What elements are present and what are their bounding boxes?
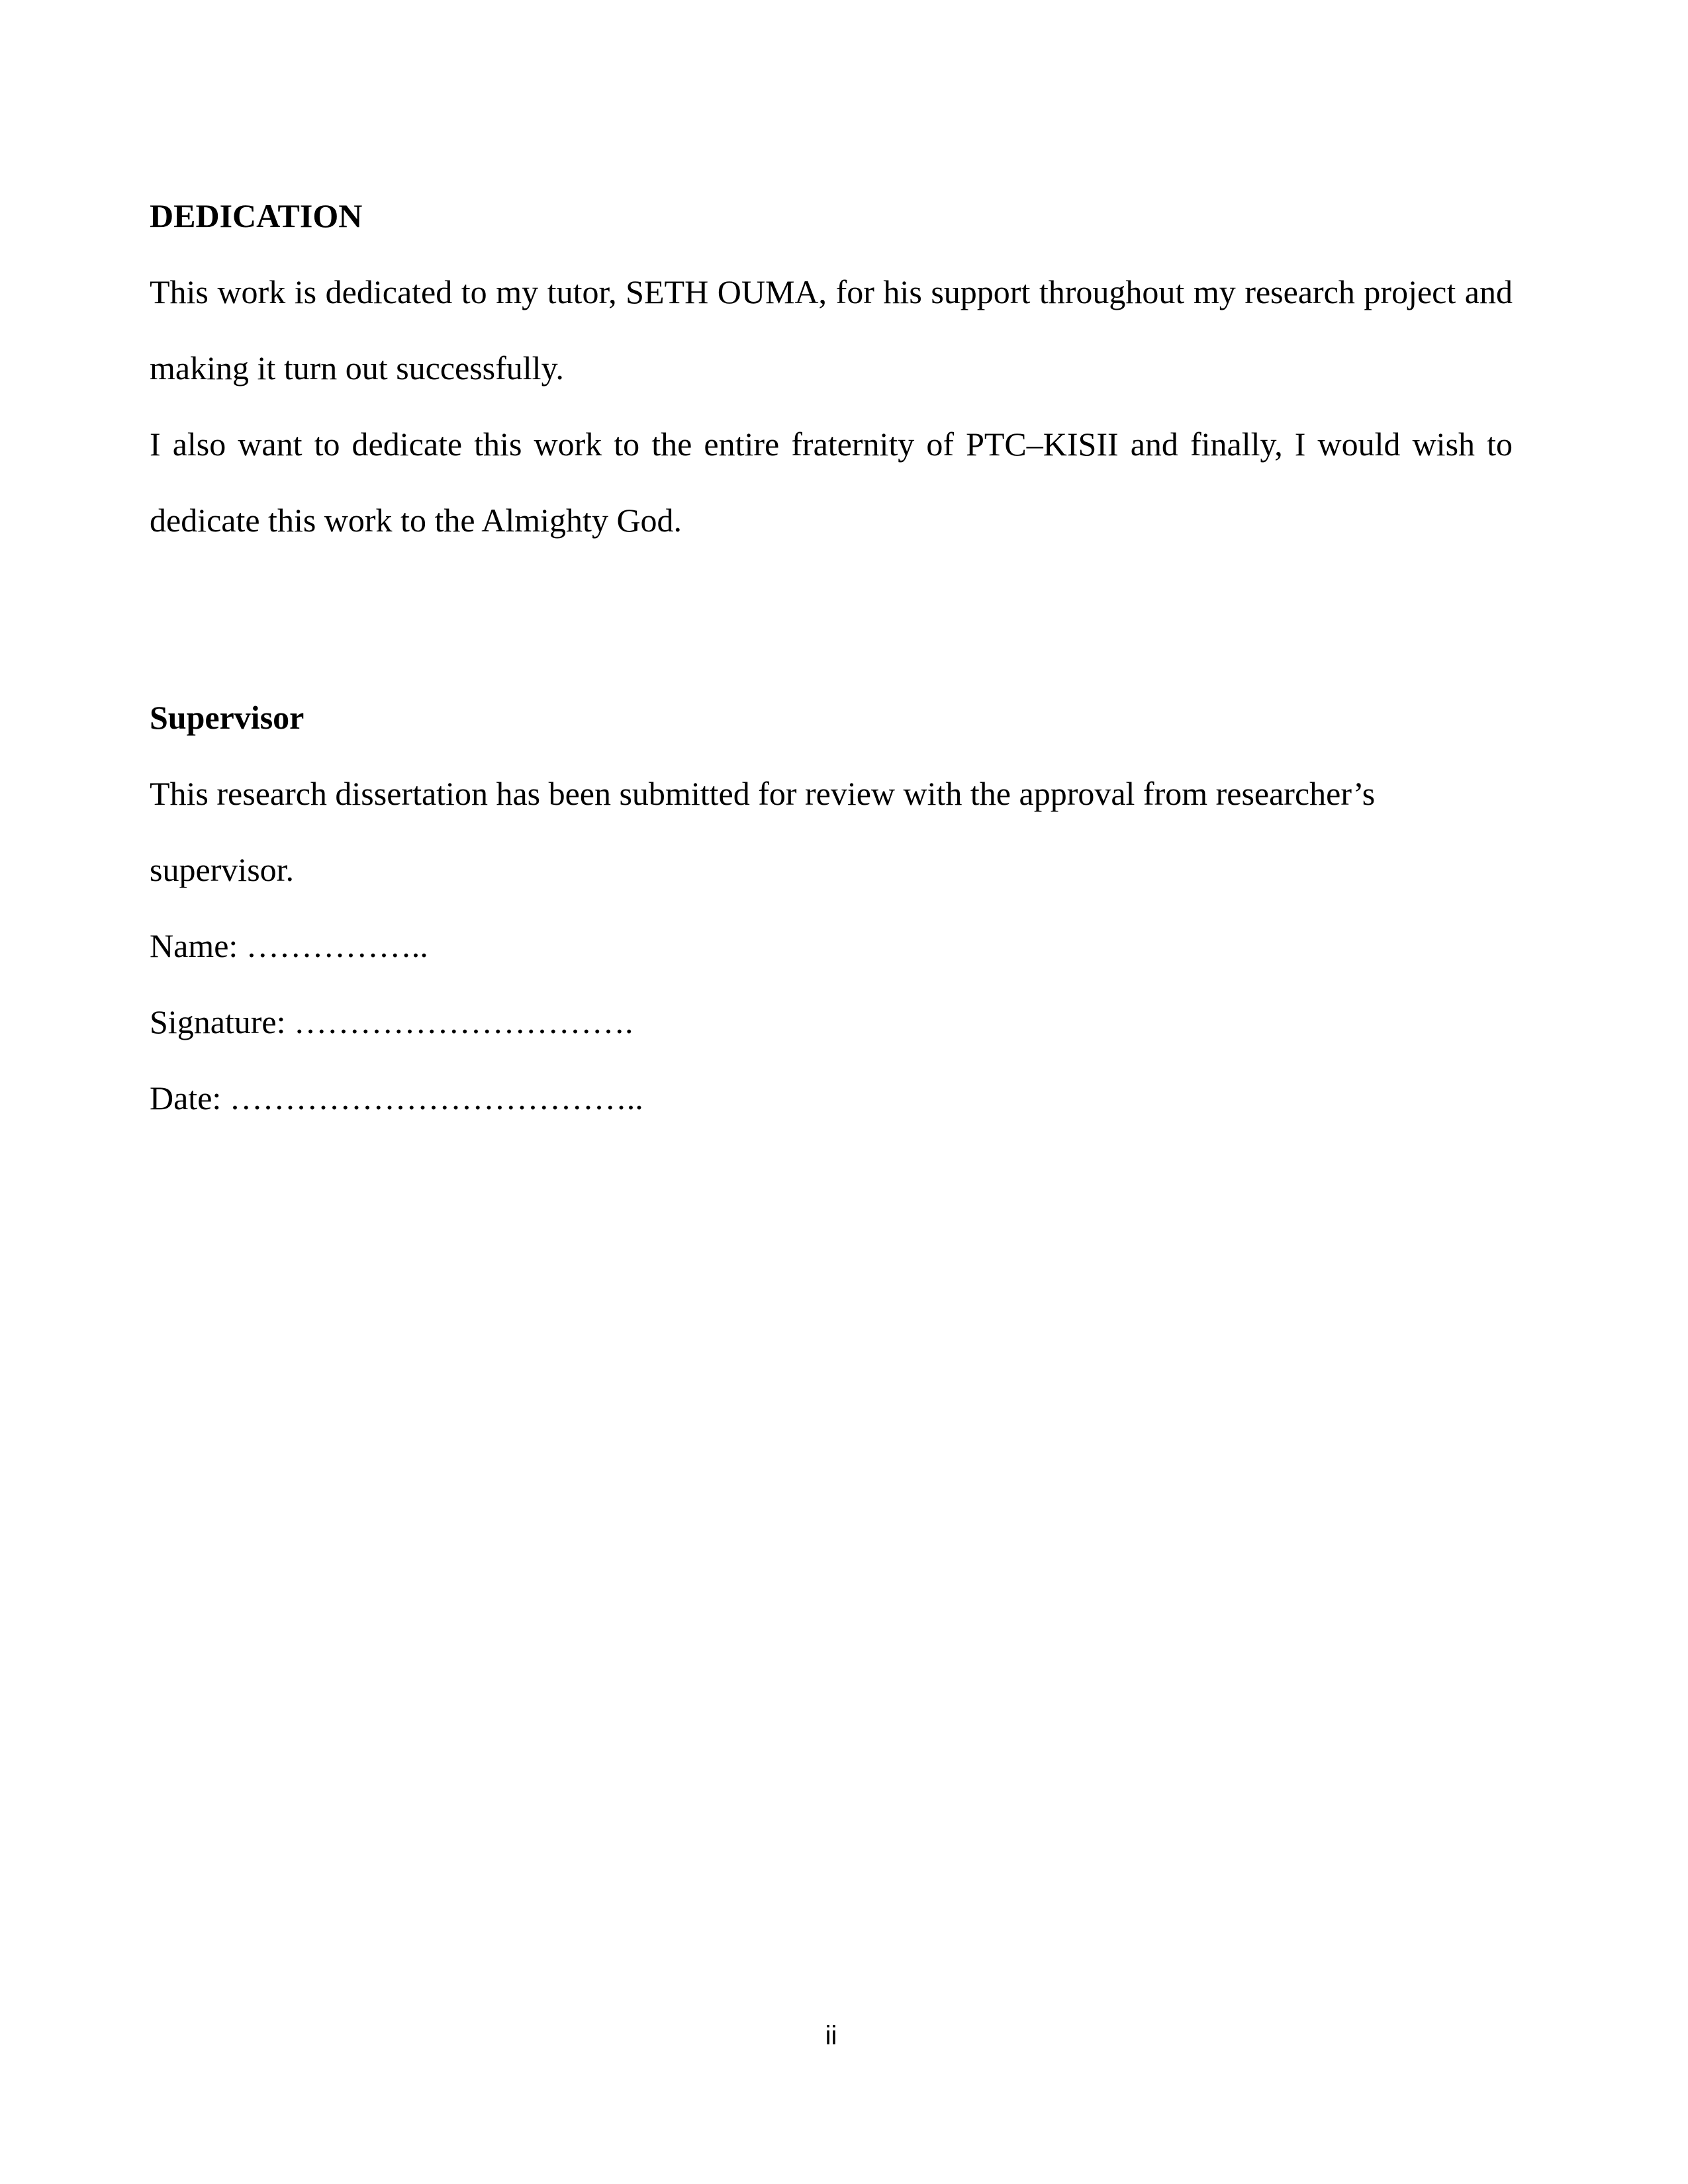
dedication-paragraph2-line1: I also want to dedicate this work to the entire fraternity of PTC–KISII and finally, I would wish to [150,426,1513,463]
supervisor-paragraph-line1: This research dissertation has been submitted for review with the approval from researcher’s [150,775,1376,812]
dedication-paragraph1-line2: making it turn out successfully. [150,349,564,387]
section-gap [150,559,1513,680]
dedication-heading: DEDICATION [150,197,363,234]
dedication-paragraph1-line1: This work is dedicated to my tutor, SETH OUMA, for his support throughout my research project and [150,273,1513,310]
supervisor-paragraph-line2: supervisor. [150,851,295,888]
name-field-line: Name: …………….. [150,927,428,964]
page-number: ii [825,2021,837,2050]
page-body [150,178,1513,1136]
supervisor-heading: Supervisor [150,699,305,736]
page-footer [150,2023,1513,2049]
dedication-paragraph2-line2: dedicate this work to the Almighty God. [150,502,682,539]
date-field-line: Date: ……………………………….. [150,1079,643,1116]
signature-field-line: Signature: …………………………. [150,1003,633,1040]
